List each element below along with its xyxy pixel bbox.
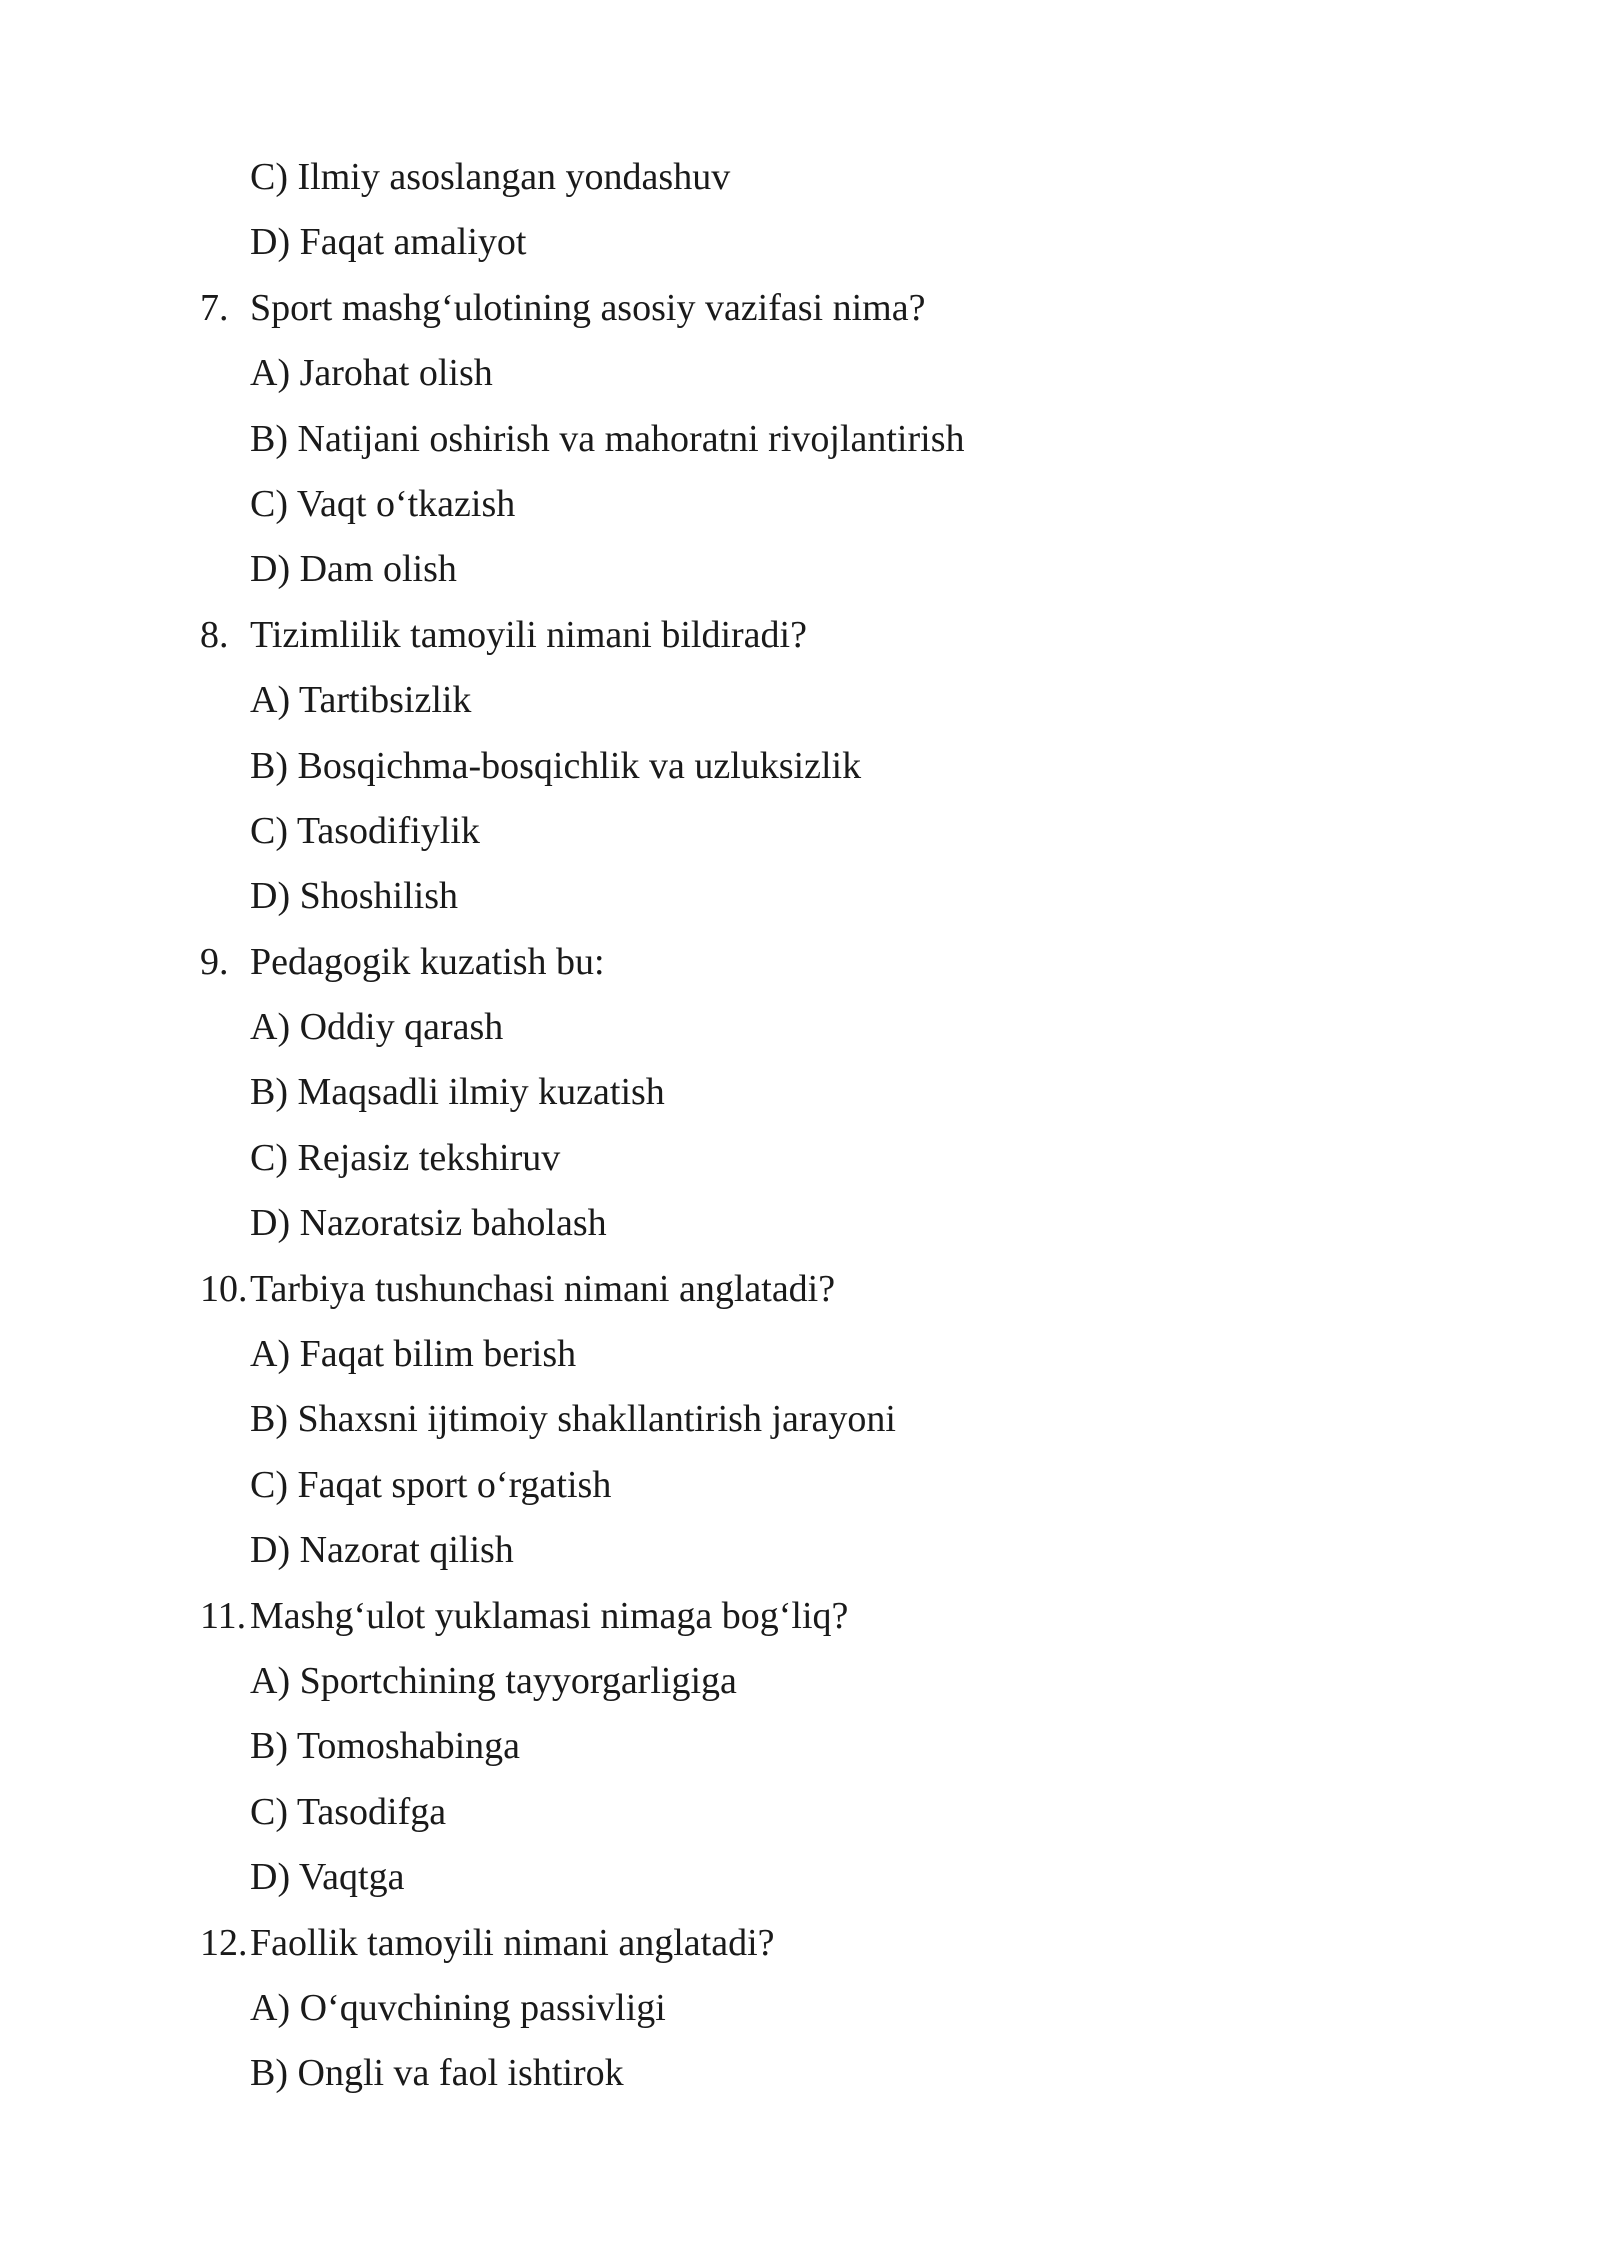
option-10-a: A) Faqat bilim berish — [250, 1333, 577, 1376]
question-text: Tarbiya tushunchasi nimani anglatadi? — [250, 1267, 836, 1310]
option-9-a: A) Oddiy qarash — [250, 1006, 504, 1049]
question-number: 12. — [200, 1921, 248, 1964]
option-9-d: D) Nazoratsiz baholash — [250, 1202, 607, 1245]
option-8-c: C) Tasodifiylik — [250, 809, 480, 852]
option-10-d: D) Nazorat qilish — [250, 1529, 514, 1572]
question-7 — [200, 276, 1400, 341]
question-text: Faollik tamoyili nimani anglatadi? — [250, 1921, 775, 1964]
question-text: Mashg‘ulot yuklamasi nimaga bog‘liq? — [250, 1594, 849, 1637]
option-6-c: C) Ilmiy asoslangan yondashuv — [250, 156, 731, 198]
question-text: Tizimlilik tamoyili nimani bildiradi? — [250, 613, 807, 656]
question-number: 11. — [200, 1594, 247, 1637]
option-11-b: B) Tomoshabinga — [250, 1725, 521, 1768]
question-10 — [200, 1257, 1400, 1322]
option-7-c: C) Vaqt o‘tkazish — [250, 482, 516, 525]
option-12-a: A) O‘quvchining passivligi — [250, 1986, 666, 2029]
question-11 — [200, 1584, 1400, 1649]
option-10-b: B) Shaxsni ijtimoiy shakllantirish jarayoni — [250, 1398, 896, 1441]
question-number: 7. — [200, 286, 229, 329]
quiz-content — [200, 145, 1400, 2107]
option-11-d: D) Vaqtga — [250, 1856, 405, 1899]
option-8-d: D) Shoshilish — [250, 875, 458, 918]
option-7-d: D) Dam olish — [250, 548, 457, 591]
option-10-c: C) Faqat sport o‘rgatish — [250, 1463, 612, 1506]
question-8 — [200, 603, 1400, 668]
option-11-c: C) Tasodifga — [250, 1790, 447, 1833]
option-7-a: A) Jarohat olish — [250, 352, 493, 395]
option-8-b: B) Bosqichma-bosqichlik va uzluksizlik — [250, 744, 862, 787]
question-12 — [200, 1911, 1400, 1976]
option-8-a: A) Tartibsizlik — [250, 679, 472, 722]
option-9-c: C) Rejasiz tekshiruv — [250, 1136, 561, 1179]
question-number: 10. — [200, 1267, 248, 1310]
option-6-d: D) Faqat amaliyot — [250, 221, 527, 264]
option-12-b: B) Ongli va faol ishtirok — [250, 2052, 624, 2095]
question-9 — [200, 930, 1400, 995]
question-number: 9. — [200, 940, 229, 983]
option-9-b: B) Maqsadli ilmiy kuzatish — [250, 1071, 665, 1114]
option-11-a: A) Sportchining tayyorgarligiga — [250, 1659, 737, 1702]
question-text: Sport mashg‘ulotining asosiy vazifasi nima? — [250, 286, 926, 329]
option-7-b: B) Natijani oshirish va mahoratni rivojlantirish — [250, 417, 965, 460]
question-text: Pedagogik kuzatish bu: — [250, 940, 605, 983]
question-number: 8. — [200, 613, 229, 656]
